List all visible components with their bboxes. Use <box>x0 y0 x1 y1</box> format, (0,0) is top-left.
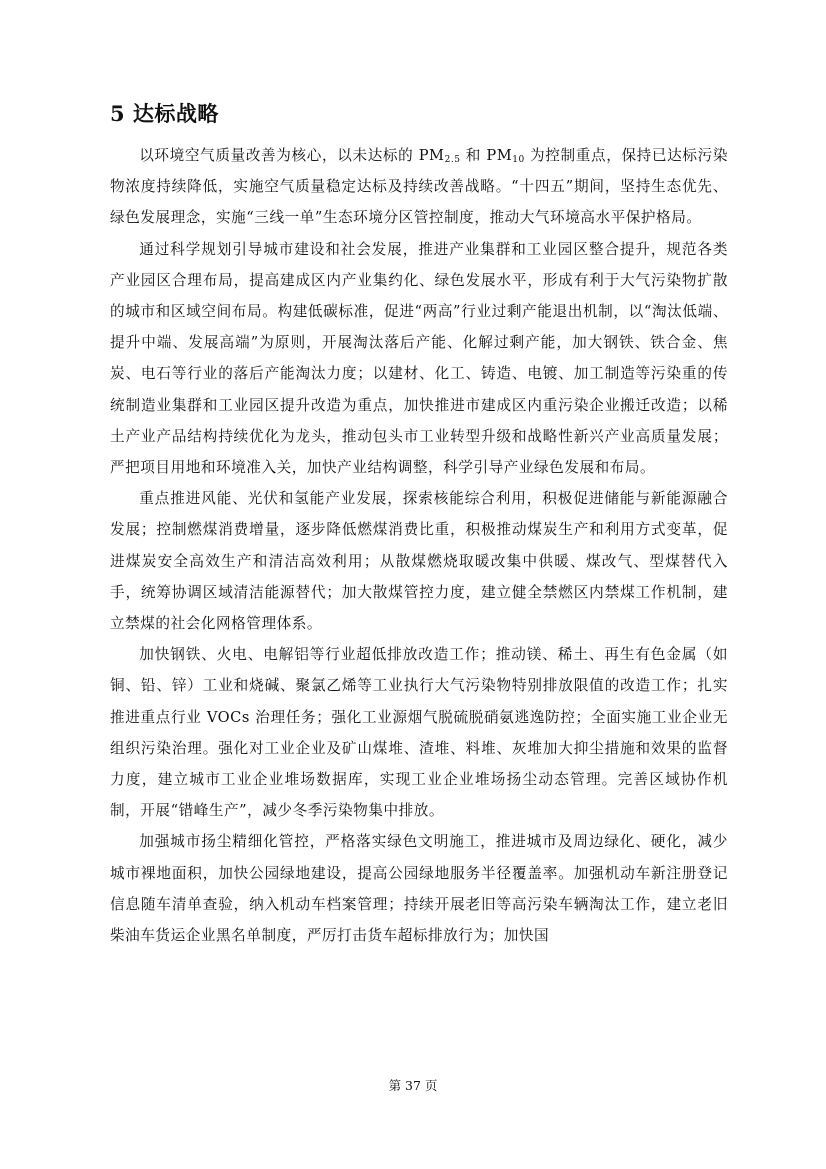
pm10-subscript: 10 <box>512 155 525 165</box>
paragraph-1-part-b: 和 <box>460 147 487 164</box>
pm25-base: PM <box>418 147 445 164</box>
paragraph-1-part-a: 以环境空气质量改善为核心，以未达标的 <box>139 147 419 164</box>
paragraph-2: 通过科学规划引导城市建设和社会发展，推进产业集群和工业园区整合提升，规范各类产业园区合理布局，提高建成区内产业集约化、绿色发展水平，形成有利于大气污染物扩散的城市和区域空间布局。构建低碳标准，促进“两高”行业过剩产能退出机制，以“淘汰低端、提升中端、发展高端”为原则，开展淘汰落后产能、化解过剩产能，加大钢铁、铁合金、焦炭、电石等行业的落后产能淘汰力度；以建材、化工、铸造、电镀、加工制造等污染重的传统制造业集群和工业园区提升改造为重点，加快推进市建成区内重污染企业搬迁改造；以稀土产业产品结构持续优化为龙头，推动包头市工业转型升级和战略性新兴产业高质量发展；严把项目用地和环境准入关，加快产业结构调整，科学引导产业绿色发展和布局。 <box>110 240 728 477</box>
pm25-term <box>419 147 461 164</box>
paragraph-4: 加快钢铁、火电、电解铝等行业超低排放改造工作；推动镁、稀土、再生有色金属（如铜、铅、锌）工业和烧碱、聚氯乙烯等工业执行大气污染物特别排放限值的改造工作；扎实推进重点行业 VOCs 治理任务；强化工业源烟气脱硫脱硝氨逃逸防控；全面实施工业企业无组织污染治理。强化对工业企业及矿山煤堆、渣堆、料堆、灰堆加大抑尘措施和效果的监督力度，建立城市工业企业堆场数据库，实现工业企业堆场扬尘动态管理。完善区域协作机制，开展“错峰生产”，减少冬季污染物集中排放。 <box>110 646 728 820</box>
pm25-subscript: 2.5 <box>444 155 461 165</box>
paragraph-5: 加强城市扬尘精细化管控，严格落实绿色文明施工，推进城市及周边绿化、硬化，减少城市裸地面积，加快公园绿地建设，提高公园绿地服务半径覆盖率。加强机动车新注册登记信息随车清单查验，纳入机动车档案管理；持续开展老旧等高污染车辆淘汰工作，建立老旧柴油车货运企业黑名单制度，严厉打击货车超标排放行为；加快国 <box>110 833 728 945</box>
paragraph-1 <box>110 140 728 234</box>
page-number: 第 37 页 <box>388 1078 438 1093</box>
pm10-term <box>486 147 524 164</box>
section-heading: 5 达标战略 <box>110 101 219 126</box>
body-text <box>110 140 728 951</box>
pm10-base: PM <box>486 147 513 164</box>
paragraph-1-part-c: 为控制重点，保持已达标污染物浓度持续降低，实施空气质量稳定达标及持续改善战略。“十四五”期间，坚持生态优先、绿色发展理念，实施“三线一单”生态环境分区管控制度，推动大气环境高水平保护格局。 <box>110 147 728 227</box>
paragraph-3: 重点推进风能、光伏和氢能产业发展，探索核能综合利用，积极促进储能与新能源融合发展；控制燃煤消费增量，逐步降低燃煤消费比重，积极推动煤炭生产和利用方式变革，促进煤炭安全高效生产和清洁高效利用；从散煤燃烧取暖改集中供暖、煤改气、型煤替代入手，统筹协调区域清洁能源替代；加大散煤管控力度，建立健全禁燃区内禁煤工作机制，建立禁煤的社会化网格管理体系。 <box>110 490 728 633</box>
